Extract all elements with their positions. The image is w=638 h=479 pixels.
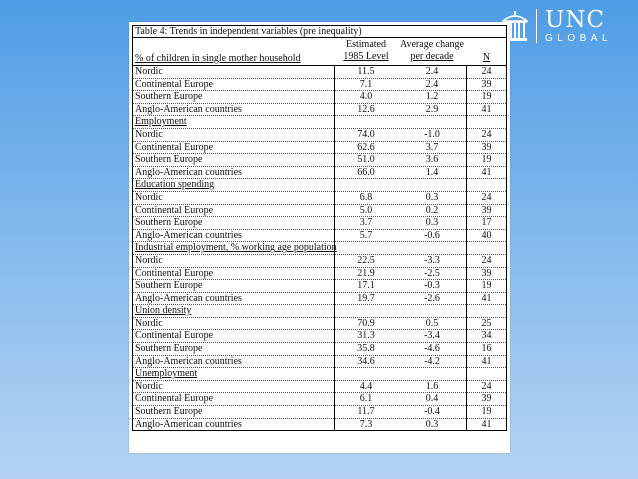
row-label: Southern Europe [135, 280, 203, 292]
cell-change-per-decade: -2.5 [424, 267, 440, 279]
row-label: Southern Europe [135, 343, 203, 355]
table-header [133, 38, 506, 66]
header-average-line2: per decade [410, 51, 454, 62]
table-row [133, 356, 506, 369]
cell-change-per-decade: 0.3 [425, 191, 439, 203]
table-row [133, 79, 506, 92]
cell-n: 41 [481, 355, 492, 367]
table-row [133, 381, 506, 394]
table-row [133, 66, 506, 79]
table-row [133, 318, 506, 331]
table-row [133, 406, 506, 419]
column-rule [466, 65, 467, 430]
row-label: Continental Europe [135, 267, 214, 279]
row-label: Continental Europe [135, 393, 214, 405]
cell-n: 19 [481, 154, 492, 166]
cell-1985-level: 5.0 [359, 204, 373, 216]
cell-change-per-decade: -4.6 [424, 343, 440, 355]
cell-change-per-decade: 2.9 [425, 103, 439, 115]
row-label: Nordic [135, 66, 163, 77]
table-row [133, 293, 506, 306]
row-label: Nordic [135, 254, 163, 266]
cell-n: 24 [481, 66, 492, 77]
cell-1985-level: 7.3 [359, 418, 373, 430]
row-label: Southern Europe [135, 154, 203, 166]
section-header [133, 116, 506, 129]
cell-1985-level: 51.0 [357, 154, 375, 166]
section-header [133, 305, 506, 318]
row-label: Anglo-American countries [135, 418, 242, 430]
row-label: Continental Europe [135, 330, 214, 342]
cell-1985-level: 4.0 [359, 91, 373, 103]
cell-1985-level: 3.7 [359, 217, 373, 229]
cell-1985-level: 5.7 [359, 229, 373, 241]
cell-1985-level: 62.6 [357, 141, 375, 153]
cell-1985-level: 22.5 [357, 254, 375, 266]
header-estimated [335, 39, 397, 63]
row-label: Anglo-American countries [135, 355, 242, 367]
row-label: Southern Europe [135, 406, 203, 418]
cell-change-per-decade: -3.4 [424, 330, 440, 342]
cell-change-per-decade: -3.3 [424, 254, 440, 266]
cell-n: 19 [481, 280, 492, 292]
cell-change-per-decade: 2.4 [425, 66, 439, 77]
logo-unc: UNC [545, 6, 606, 33]
table-row [133, 330, 506, 343]
table-row [133, 217, 506, 230]
section-label: Employment [135, 116, 187, 128]
section-label: Union density [135, 305, 192, 317]
table-row [133, 129, 506, 142]
row-label: Nordic [135, 317, 163, 329]
cell-1985-level: 66.0 [357, 166, 375, 178]
cell-1985-level: 21.9 [357, 267, 375, 279]
cell-1985-level: 70.9 [357, 317, 375, 329]
cell-change-per-decade: -4.2 [424, 355, 440, 367]
cell-change-per-decade: -0.4 [424, 406, 440, 418]
document-page [129, 22, 510, 453]
header-estimated-line2: 1985 Level [343, 51, 389, 62]
table-body [133, 66, 506, 430]
row-label: Southern Europe [135, 91, 203, 103]
cell-n: 34 [481, 330, 492, 342]
row-label: Nordic [135, 191, 163, 203]
cell-n: 24 [481, 191, 492, 203]
cell-1985-level: 7.1 [359, 78, 373, 90]
cell-1985-level: 19.7 [357, 292, 375, 304]
row-label: Continental Europe [135, 141, 214, 153]
section-header [133, 179, 506, 192]
cell-n: 24 [481, 128, 492, 140]
table-row [133, 104, 506, 117]
section-label: Education spending [135, 179, 215, 191]
table-row [133, 154, 506, 167]
cell-change-per-decade: 0.5 [425, 317, 439, 329]
cell-1985-level: 6.8 [359, 191, 373, 203]
cell-1985-level: 11.5 [357, 66, 375, 77]
table-row [133, 192, 506, 205]
table-row [133, 167, 506, 180]
unc-global-logo [502, 6, 634, 46]
row-label: Anglo-American countries [135, 229, 242, 241]
table-row [133, 230, 506, 243]
table-row [133, 91, 506, 104]
row-label: Continental Europe [135, 78, 214, 90]
row-label: Continental Europe [135, 204, 214, 216]
section-label: Unemployment [135, 368, 198, 380]
section-label: Industrial employment, % working age population [135, 242, 337, 254]
cell-n: 39 [481, 204, 492, 216]
cell-1985-level: 31.3 [357, 330, 375, 342]
cell-change-per-decade: 0.3 [425, 217, 439, 229]
cell-change-per-decade: -1.0 [424, 128, 440, 140]
row-label: Anglo-American countries [135, 103, 242, 115]
cell-change-per-decade: 2.4 [425, 78, 439, 90]
header-estimated-line1: Estimated [346, 39, 386, 50]
cell-n: 41 [481, 103, 492, 115]
table-row [133, 205, 506, 218]
cell-1985-level: 17.1 [357, 280, 375, 292]
cell-change-per-decade: 0.3 [425, 418, 439, 430]
table-row [133, 393, 506, 406]
table-row [133, 268, 506, 281]
cell-1985-level: 74.0 [357, 128, 375, 140]
row-label: Anglo-American countries [135, 292, 242, 304]
cell-change-per-decade: 1.2 [425, 91, 439, 103]
logo-text [545, 6, 613, 44]
cell-n: 17 [481, 217, 492, 229]
table-row [133, 280, 506, 293]
cell-n: 19 [481, 406, 492, 418]
cell-n: 41 [481, 418, 492, 430]
table-row [133, 419, 506, 431]
cell-1985-level: 12.6 [357, 103, 375, 115]
logo-divider [536, 9, 537, 43]
cell-change-per-decade: 0.4 [425, 393, 439, 405]
cell-1985-level: 6.1 [359, 393, 373, 405]
cell-change-per-decade: 3.7 [425, 141, 439, 153]
cell-n: 19 [481, 91, 492, 103]
header-average-line1: Average change [400, 39, 464, 50]
logo-global: GLOBAL [545, 32, 613, 44]
table-title: Table 4: Trends in independent variables (pre inequality) [133, 26, 506, 38]
row-label: Southern Europe [135, 217, 203, 229]
cell-n: 39 [481, 141, 492, 153]
cell-change-per-decade: 1.4 [425, 166, 439, 178]
cell-1985-level: 11.7 [357, 406, 375, 418]
trends-table [132, 25, 507, 431]
cell-n: 39 [481, 393, 492, 405]
cell-n: 39 [481, 78, 492, 90]
section-header [133, 242, 506, 255]
header-n: N [482, 52, 491, 63]
cell-n: 24 [481, 380, 492, 392]
cell-n: 40 [481, 229, 492, 241]
header-first-variable: % of children in single mother household [135, 53, 301, 64]
cell-n: 25 [481, 317, 492, 329]
cell-1985-level: 35.8 [357, 343, 375, 355]
cell-n: 16 [481, 343, 492, 355]
header-average-change [397, 39, 467, 63]
cell-n: 24 [481, 254, 492, 266]
cell-n: 41 [481, 166, 492, 178]
row-label: Nordic [135, 128, 163, 140]
cell-n: 39 [481, 267, 492, 279]
cell-change-per-decade: 3.6 [425, 154, 439, 166]
cell-change-per-decade: -0.3 [424, 280, 440, 292]
row-label: Nordic [135, 380, 163, 392]
cell-1985-level: 4.4 [359, 380, 373, 392]
cell-change-per-decade: 1.6 [425, 380, 439, 392]
column-rule [334, 65, 335, 430]
cell-1985-level: 34.6 [357, 355, 375, 367]
table-row [133, 343, 506, 356]
cell-change-per-decade: -0.6 [424, 229, 440, 241]
cell-n: 41 [481, 292, 492, 304]
cell-change-per-decade: 0.2 [425, 204, 439, 216]
row-label: Anglo-American countries [135, 166, 242, 178]
table-row [133, 142, 506, 155]
table-row [133, 255, 506, 268]
cell-change-per-decade: -2.6 [424, 292, 440, 304]
section-header [133, 368, 506, 381]
